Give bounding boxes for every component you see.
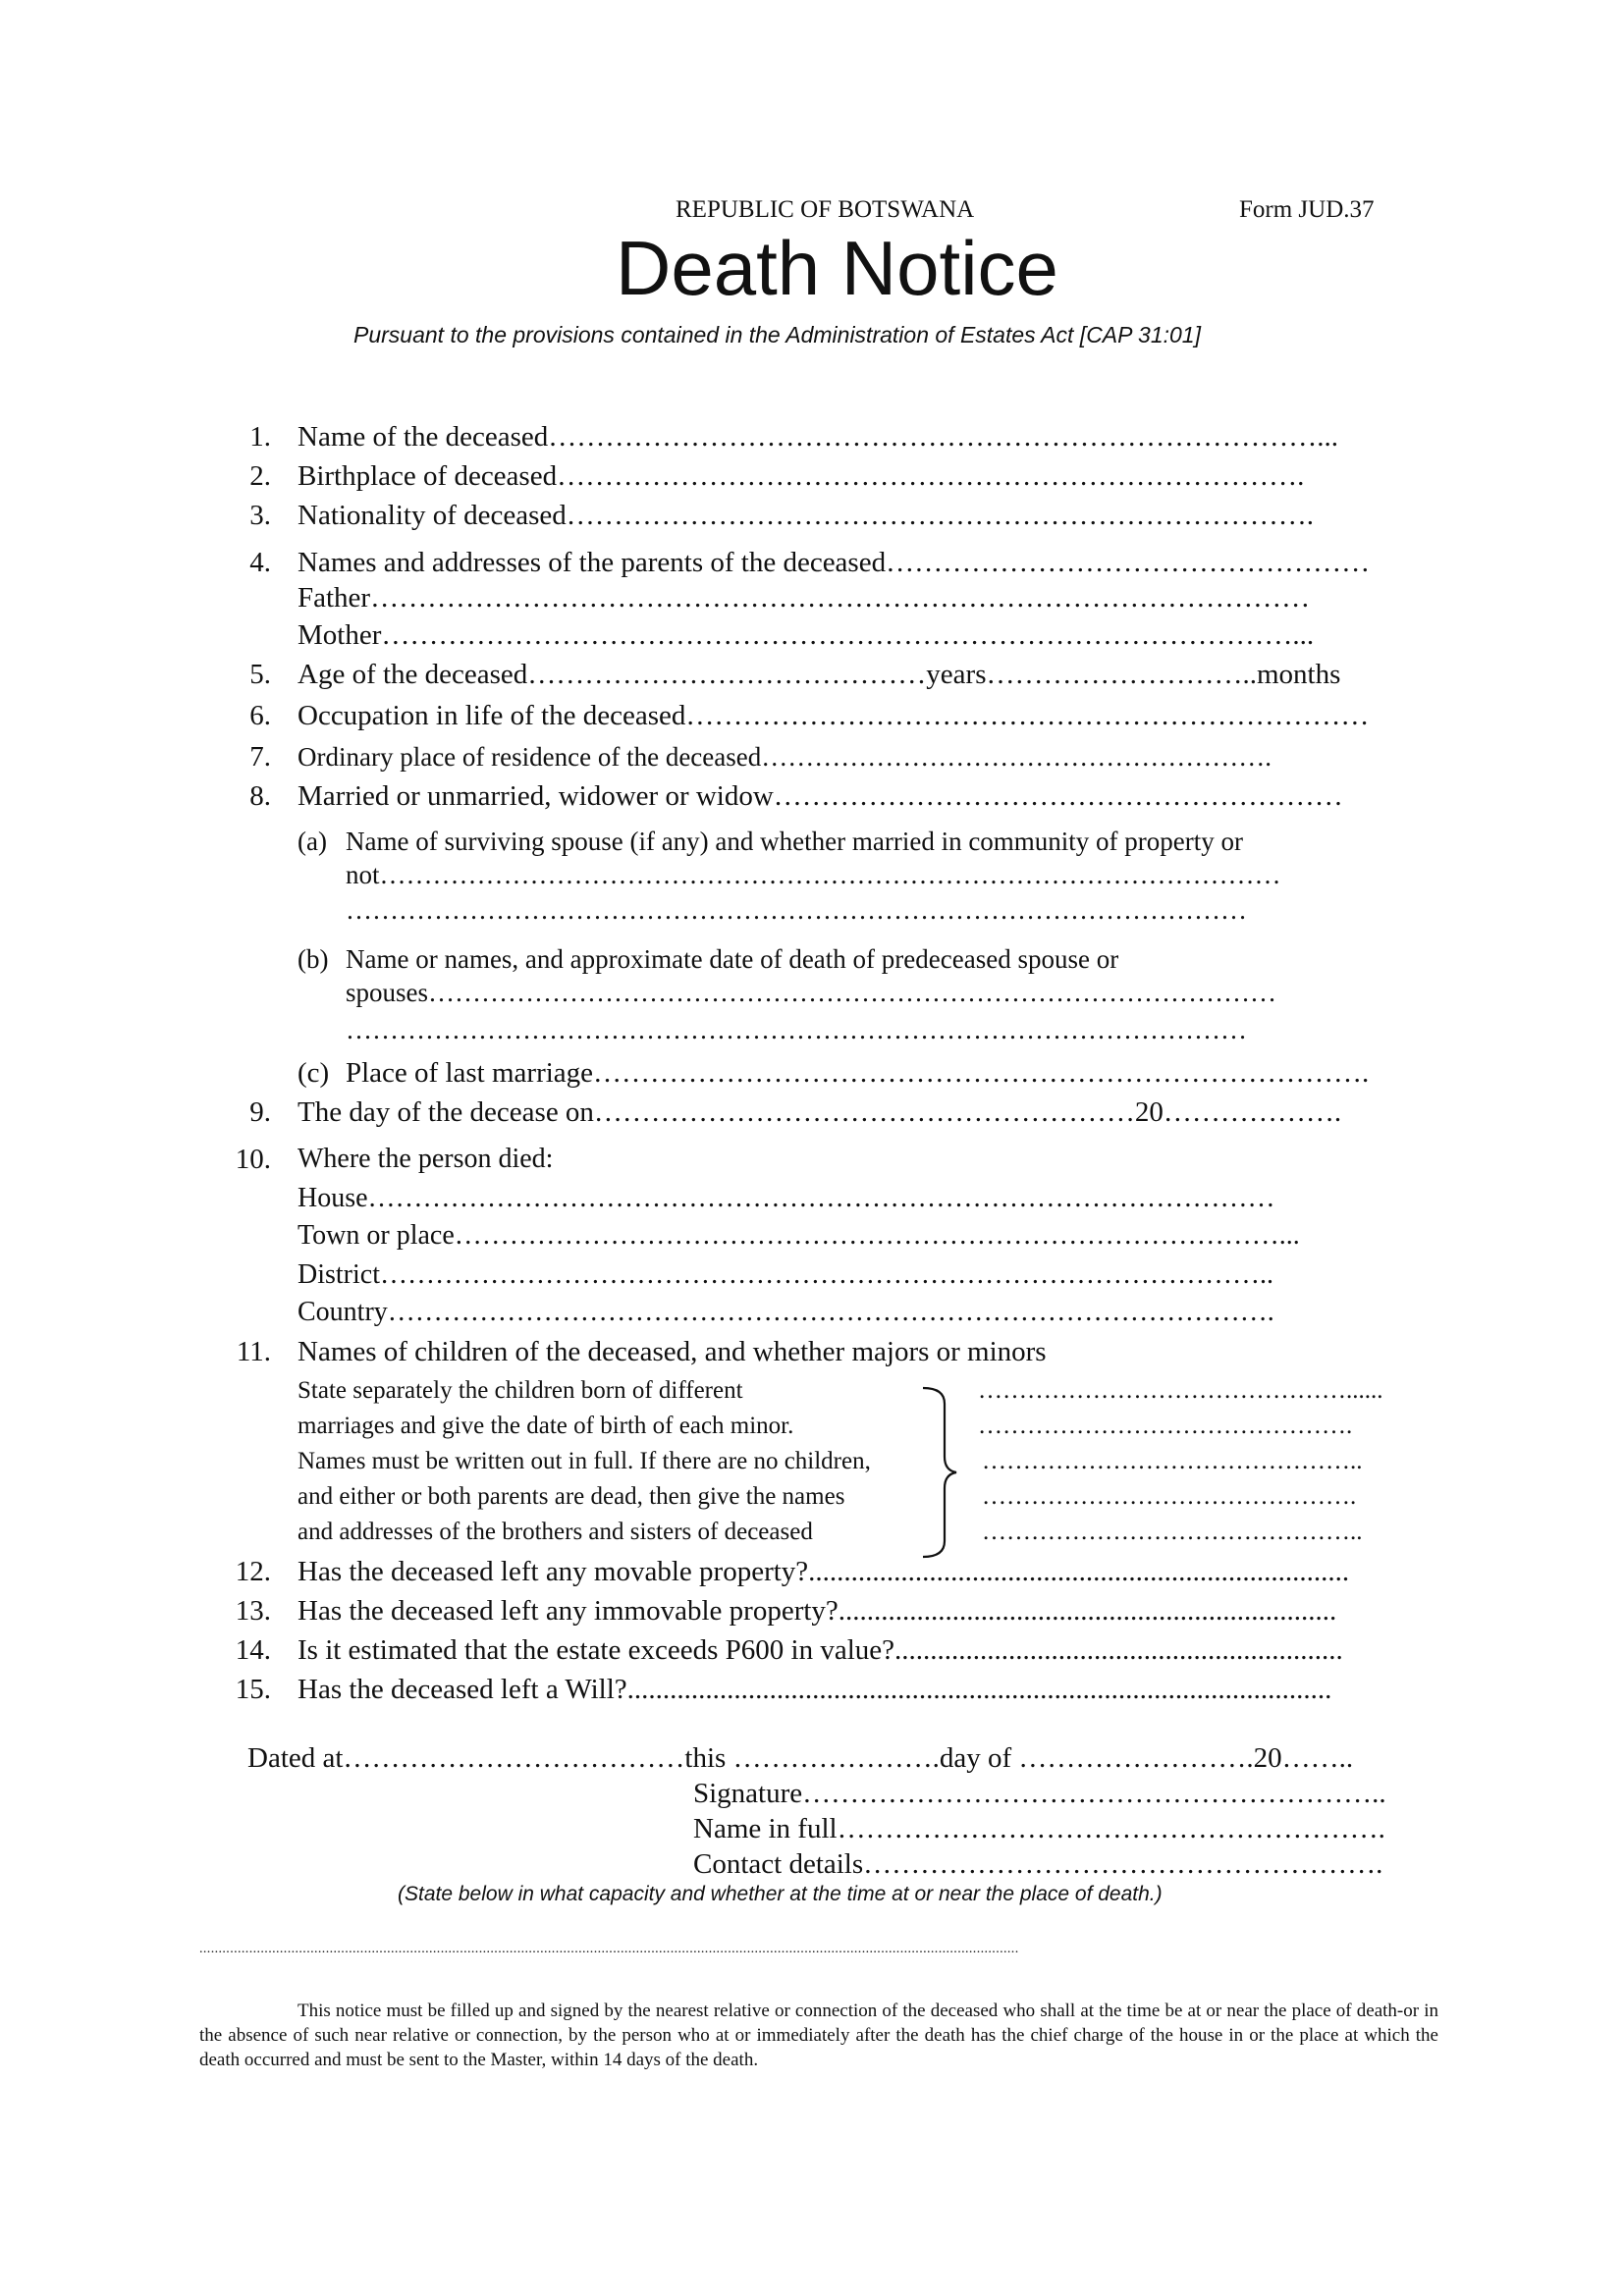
item-number: 8. xyxy=(249,780,271,812)
children-note-line: and either or both parents are dead, then give the names xyxy=(298,1483,845,1510)
children-label: Names of children of the deceased, and whether majors or minors xyxy=(298,1336,1047,1367)
field-children-line[interactable]: ………………………………………...... xyxy=(978,1377,1383,1404)
curly-brace-icon xyxy=(923,1384,962,1561)
children-note-line: Names must be written out in full. If there are no children, xyxy=(298,1448,871,1474)
field-children-line[interactable]: ……………………………………….. xyxy=(982,1448,1363,1474)
field-left-will[interactable]: Has the deceased left a Will?................................................................................................... xyxy=(298,1674,1332,1705)
field-immovable-property[interactable]: Has the deceased left any immovable property?...................................................................... xyxy=(298,1595,1337,1627)
item-number: 3. xyxy=(249,500,271,531)
field-signature[interactable]: Signature…………………………………………………….. xyxy=(693,1778,1386,1809)
item-number: 10. xyxy=(235,1144,271,1175)
field-predeceased-spouse[interactable]: spouses…………………………………………………………………………………… xyxy=(346,978,1277,1007)
field-name-in-full[interactable]: Name in full…………………………………………………. xyxy=(693,1813,1385,1844)
field-father[interactable]: Father……………………………………………………………………………………… xyxy=(298,582,1311,614)
field-occupation[interactable]: Occupation in life of the deceased……………………………………………………………… xyxy=(298,700,1370,731)
item-number: 14. xyxy=(235,1634,271,1666)
item-number: 5. xyxy=(249,659,271,690)
field-estate-value[interactable]: Is it estimated that the estate exceeds P600 in value?............................................................... xyxy=(298,1634,1343,1666)
sub-item-label: (c) xyxy=(298,1057,330,1089)
field-surviving-spouse-cont[interactable]: ………………………………………………………………………………………… xyxy=(346,895,1247,925)
children-note-line: and addresses of the brothers and sisters of deceased xyxy=(298,1519,813,1545)
capacity-note: (State below in what capacity and whether at the time at or near the place of death.) xyxy=(398,1883,1163,1905)
item-number: 7. xyxy=(249,741,271,773)
children-note-line: State separately the children born of different xyxy=(298,1377,743,1404)
children-note-line: marriages and give the date of birth of each minor. xyxy=(298,1413,794,1439)
field-name-of-deceased[interactable]: Name of the deceased………………………………………………………………………... xyxy=(298,421,1338,453)
where-died-label: Where the person died: xyxy=(298,1144,554,1174)
field-children-line[interactable]: ……………………………………….. xyxy=(982,1519,1363,1545)
field-predeceased-spouse-cont[interactable]: ………………………………………………………………………………………… xyxy=(346,1015,1247,1044)
page-title: Death Notice xyxy=(616,225,1058,311)
field-children-line[interactable]: ………………………………………. xyxy=(982,1483,1357,1510)
item-number: 12. xyxy=(235,1556,271,1587)
page-subtitle: Pursuant to the provisions contained in the Administration of Estates Act [CAP 31:01] xyxy=(353,322,1201,347)
item-number: 1. xyxy=(249,421,271,453)
field-town[interactable]: Town or place………………………………………………………………………………... xyxy=(298,1220,1300,1251)
field-children-line[interactable]: ………………………………………. xyxy=(978,1413,1353,1439)
form-number: Form JUD.37 xyxy=(1239,196,1375,223)
field-contact-details[interactable]: Contact details………………………………………………. xyxy=(693,1848,1383,1880)
item-number: 2. xyxy=(249,460,271,492)
field-house[interactable]: House……………………………………………………………………………………… xyxy=(298,1183,1275,1213)
field-surviving-spouse[interactable]: not………………………………………………………………………………………… xyxy=(346,860,1281,889)
field-nationality[interactable]: Nationality of deceased……………………………………………………………………. xyxy=(298,500,1315,531)
item-number: 13. xyxy=(235,1595,271,1627)
item-number: 4. xyxy=(249,547,271,578)
instruction-paragraph: This notice must be filled up and signed by the nearest relative or connection of the deceased who shall at the time be at or near the place of death-or in the absence of such near relative or connection, by the person who at or immediately after the death has the chief charge of the house in or the place at which the death occurred and must be sent to the Master, within 14 days of the death. xyxy=(199,2001,1438,2070)
item-number: 15. xyxy=(235,1674,271,1705)
sub-item-label: (b) xyxy=(298,944,329,974)
field-movable-property[interactable]: Has the deceased left any movable property?............................................................................ xyxy=(298,1556,1350,1587)
sub-item-label: (a) xyxy=(298,827,327,856)
field-birthplace[interactable]: Birthplace of deceased……………………………………………………………………. xyxy=(298,460,1305,492)
item-number: 9. xyxy=(249,1096,271,1128)
field-predeceased-spouse-label: Name or names, and approximate date of death of predeceased spouse or xyxy=(346,944,1119,974)
capacity-dotted-line[interactable]: ...................................................................................................................................................................................................................... xyxy=(199,1942,1019,1956)
field-surviving-spouse-label: Name of surviving spouse (if any) and whether married in community of property or xyxy=(346,827,1244,856)
field-age[interactable]: Age of the deceased……………………………………years………………………..months xyxy=(298,659,1341,690)
field-residence[interactable]: Ordinary place of residence of the deceased…………………………………………………. xyxy=(298,742,1272,772)
field-parents-names[interactable]: Names and addresses of the parents of the deceased…………………………………………… xyxy=(298,547,1371,578)
field-mother[interactable]: Mother……………………………………………………………………………………... xyxy=(298,619,1315,651)
field-place-of-last-marriage[interactable]: Place of last marriage………………………………………………………………………. xyxy=(346,1057,1370,1089)
field-country[interactable]: Country……………………………………………………………………………………. xyxy=(298,1297,1274,1327)
item-number: 11. xyxy=(236,1336,271,1367)
field-district[interactable]: District…………………………………………………………………………………….. xyxy=(298,1259,1273,1290)
item-number: 6. xyxy=(249,700,271,731)
field-day-of-decease[interactable]: The day of the decease on…………………………………………………20………………. xyxy=(298,1096,1342,1128)
field-marital-status[interactable]: Married or unmarried, widower or widow…………………………………………………… xyxy=(298,780,1343,812)
field-dated[interactable]: Dated at………………………………this ………………….day of …………………….20…….. xyxy=(247,1742,1354,1774)
republic-heading: REPUBLIC OF BOTSWANA xyxy=(676,196,975,223)
